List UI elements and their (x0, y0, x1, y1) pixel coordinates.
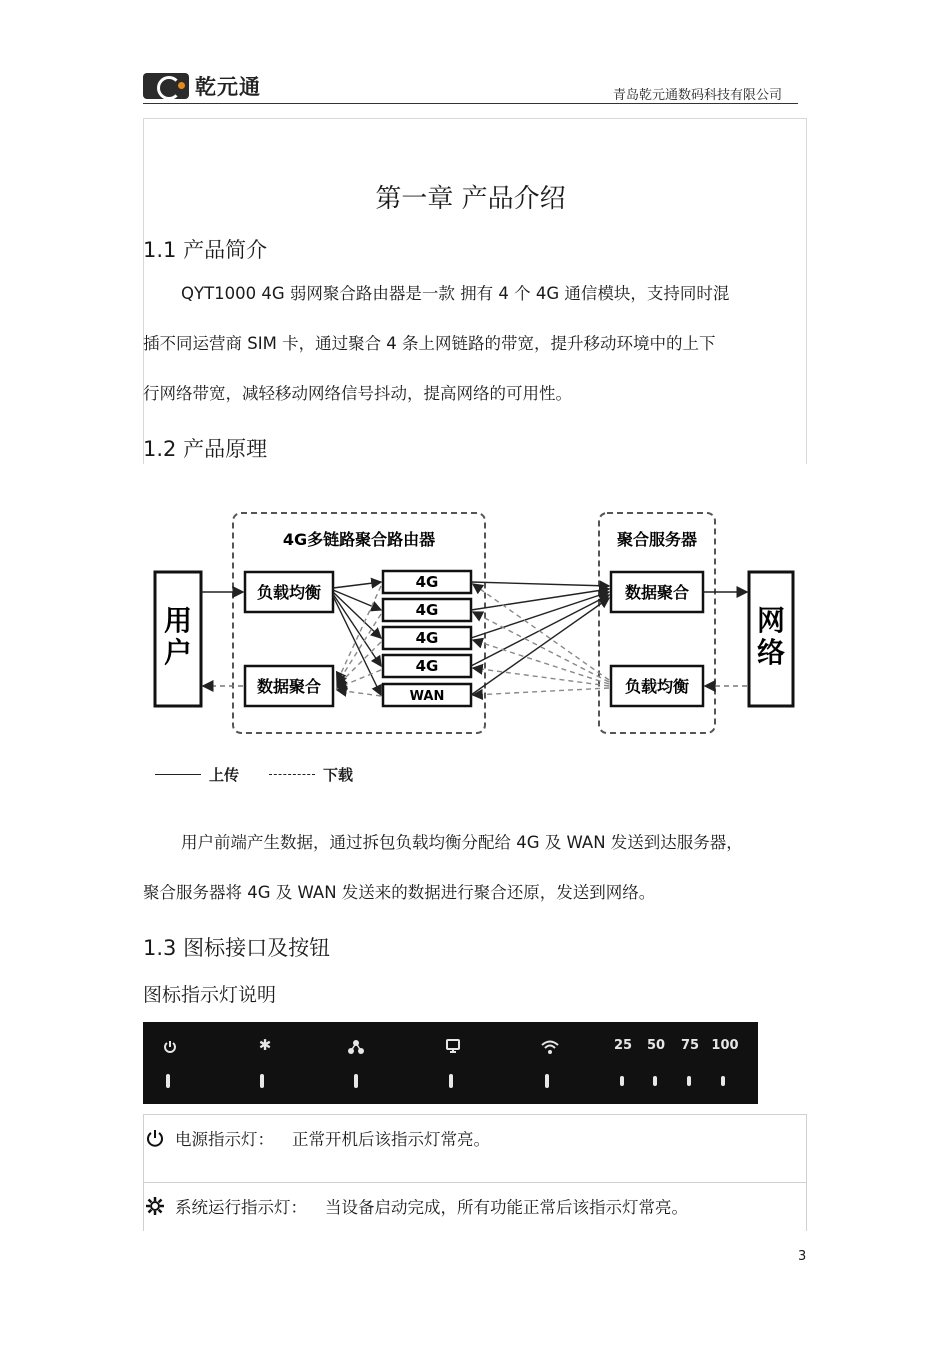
server-load-balance-label: 负载均衡 (624, 677, 690, 696)
led-level-75 (687, 1076, 691, 1086)
server-group-label: 聚合服务器 (616, 530, 698, 549)
led-level-25 (620, 1076, 624, 1086)
panel-monitor-icon (445, 1038, 461, 1054)
frame-border-left (143, 118, 144, 464)
panel-power-icon (162, 1039, 178, 1055)
router-group-label: 4G多链路聚合路由器 (282, 530, 436, 549)
header-divider (143, 103, 798, 104)
legend-download-label: 下载 (323, 766, 354, 784)
indicator-row-system (145, 1194, 688, 1218)
link-label-5: WAN (409, 689, 445, 704)
indicator-system-label: 系统运行指示灯： (175, 1198, 307, 1217)
frame-border-top (143, 118, 807, 119)
signal-level-25: 25 (613, 1038, 633, 1053)
led-level-50 (653, 1076, 657, 1086)
section-1-2-line-2: 聚合服务器将 4G 及 WAN 发送来的数据进行聚合还原，发送到网络。 (143, 883, 656, 902)
signal-level-50: 50 (646, 1038, 666, 1053)
table-border-left (143, 1114, 144, 1231)
legend-dashed-line (269, 774, 315, 775)
led-level-100 (721, 1076, 725, 1086)
table-border-top (143, 1114, 807, 1115)
section-1-1-line-2: 插不同运营商 SIM 卡，通过聚合 4 条上网链路的带宽，提升移动环境中的上下 (143, 334, 716, 353)
user-label-2: 户 (163, 636, 193, 669)
led-monitor (449, 1074, 453, 1088)
router-load-balance-label: 负载均衡 (256, 583, 322, 602)
section-1-1-line-1: QYT1000 4G 弱网聚合路由器是一款 拥有 4 个 4G 通信模块，支持同时混 (181, 284, 730, 303)
logo-text: 乾元通 (195, 75, 261, 99)
led-network (354, 1074, 358, 1088)
indicator-system-desc: 当设备启动完成，所有功能正常后该指示灯常亮。 (325, 1198, 688, 1217)
company-name: 青岛乾元通数码科技有限公司 (612, 88, 782, 103)
panel-network-icon (347, 1039, 365, 1055)
frame-border-right (806, 118, 807, 464)
indicator-power-desc: 正常开机后该指示灯常亮。 (292, 1130, 490, 1149)
user-label-1: 用 (163, 604, 193, 637)
page-number: 3 (798, 1249, 807, 1264)
router-data-aggregate-label: 数据聚合 (256, 677, 322, 696)
section-1-2-line-1: 用户前端产生数据，通过拆包负载均衡分配给 4G 及 WAN 发送到达服务器， (181, 833, 743, 852)
link-label-1: 4G (415, 573, 439, 591)
section-1-1-line-3: 行网络带宽，减轻移动网络信号抖动，提高网络的可用性。 (143, 384, 572, 403)
link-label-4: 4G (415, 657, 439, 675)
network-label-1: 网 (756, 604, 786, 637)
download-server-to-links (473, 584, 609, 695)
server-data-aggregate-label: 数据聚合 (624, 583, 690, 602)
network-label-2: 络 (756, 636, 786, 669)
power-icon (145, 1128, 165, 1148)
link-label-3: 4G (415, 629, 439, 647)
indicator-power-label: 电源指示灯： (175, 1130, 274, 1149)
legend-upload-label: 上传 (209, 766, 240, 784)
indicator-row-power (145, 1126, 490, 1150)
section-1-3-subtitle: 图标指示灯说明 (143, 984, 277, 1006)
section-1-2-title: 1.2 产品原理 (143, 437, 268, 461)
aggregation-diagram (143, 500, 803, 750)
signal-level-75: 75 (680, 1038, 700, 1053)
table-border-right (806, 1114, 807, 1231)
led-power (166, 1074, 170, 1088)
legend-solid-line (155, 774, 201, 775)
link-label-2: 4G (415, 601, 439, 619)
gear-icon (145, 1196, 165, 1216)
panel-wifi-icon (540, 1039, 560, 1055)
led-wifi (545, 1074, 549, 1088)
led-system (260, 1074, 264, 1088)
logo-mark-icon (143, 73, 189, 99)
panel-gear-icon: ✱ (258, 1036, 272, 1054)
section-1-3-title: 1.3 图标接口及按钮 (143, 936, 331, 960)
company-logo (143, 72, 261, 100)
table-row-divider (143, 1182, 807, 1183)
diagram-legend (155, 764, 353, 785)
section-1-1-title: 1.1 产品简介 (143, 238, 268, 262)
chapter-title: 第一章 产品介绍 (375, 184, 566, 214)
indicator-panel (143, 1022, 758, 1104)
upload-links-to-server (471, 582, 609, 695)
signal-level-100: 100 (711, 1038, 739, 1053)
